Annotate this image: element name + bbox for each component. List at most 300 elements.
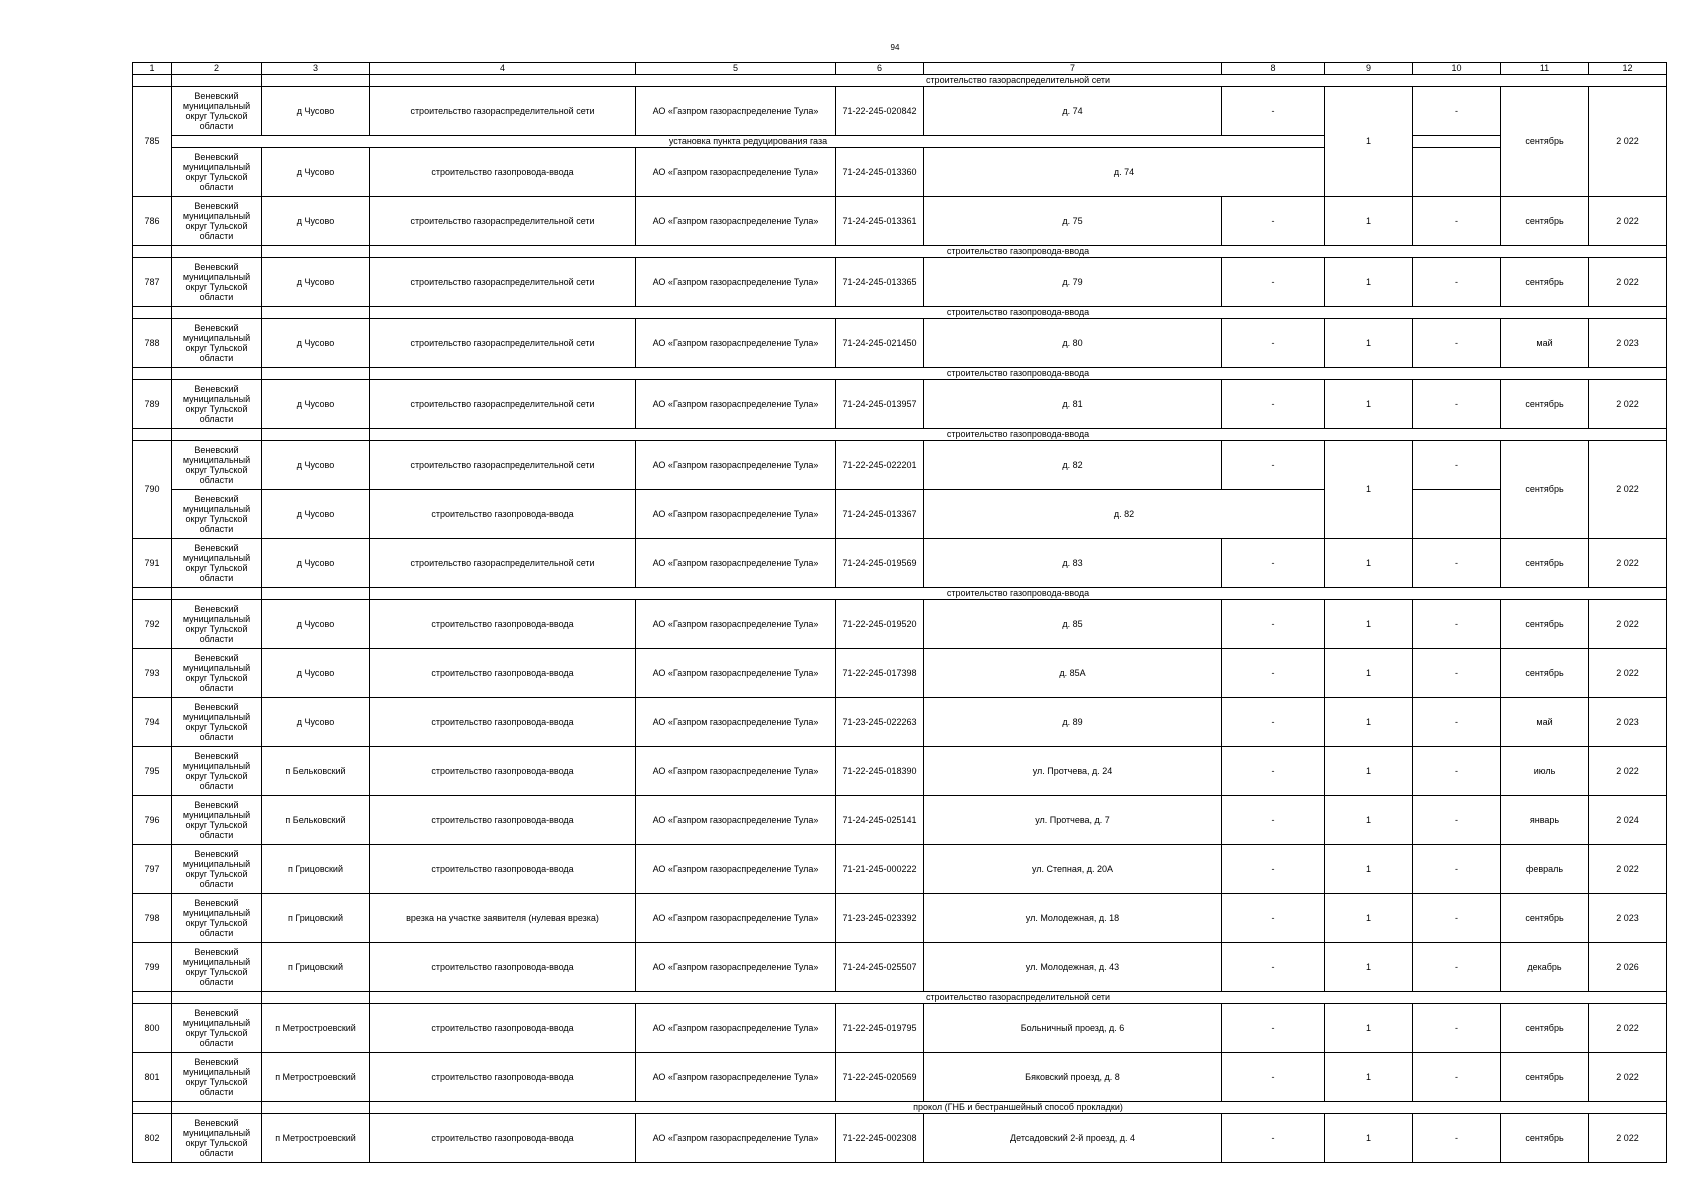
settlement-cell: д Чусово <box>262 258 370 307</box>
col10-cell: - <box>1413 539 1501 588</box>
section-row <box>133 368 1667 380</box>
code-cell: 71-24-245-013361 <box>836 197 924 246</box>
work-type-cell: строительство газораспределительной сети <box>370 197 636 246</box>
blank-cell <box>262 246 370 258</box>
month-cell: сентябрь <box>1501 1004 1589 1053</box>
month-cell: сентябрь <box>1501 258 1589 307</box>
col8-cell: - <box>1222 197 1325 246</box>
settlement-cell: д Чусово <box>262 649 370 698</box>
organization-cell: АО «Газпром газораспределение Тула» <box>636 845 836 894</box>
table-row <box>133 1004 1667 1053</box>
header-cell: 2 <box>172 63 262 75</box>
blank-cell <box>172 588 262 600</box>
work-type-cell: строительство газопровода-ввода <box>370 600 636 649</box>
table-row <box>133 796 1667 845</box>
blank-cell <box>262 992 370 1004</box>
address-cell: д. 82 <box>924 441 1222 490</box>
col10-cell: - <box>1413 87 1501 136</box>
row-number: 791 <box>133 539 172 588</box>
row-number: 789 <box>133 380 172 429</box>
section-title: строительство газораспределительной сети <box>370 992 1667 1004</box>
work-type-cell: строительство газораспределительной сети <box>370 539 636 588</box>
quantity-cell: 1 <box>1325 943 1413 992</box>
municipality-cell: Веневский муниципальный округ Тульской области <box>172 148 262 197</box>
quantity-cell: 1 <box>1325 87 1413 197</box>
section-row <box>133 992 1667 1004</box>
table-row <box>133 1053 1667 1102</box>
month-cell: сентябрь <box>1501 539 1589 588</box>
organization-cell: АО «Газпром газораспределение Тула» <box>636 600 836 649</box>
address-cell: ул. Протчева, д. 7 <box>924 796 1222 845</box>
work-type-cell: строительство газораспределительной сети <box>370 380 636 429</box>
quantity-cell: 1 <box>1325 600 1413 649</box>
col8-cell: - <box>1222 1004 1325 1053</box>
settlement-cell: д Чусово <box>262 539 370 588</box>
municipality-cell: Веневский муниципальный округ Тульской области <box>172 258 262 307</box>
organization-cell: АО «Газпром газораспределение Тула» <box>636 258 836 307</box>
header-cell: 9 <box>1325 63 1413 75</box>
table-row <box>133 943 1667 992</box>
header-cell: 7 <box>924 63 1222 75</box>
row-number: 792 <box>133 600 172 649</box>
month-cell: сентябрь <box>1501 197 1589 246</box>
code-cell: 71-24-245-021450 <box>836 319 924 368</box>
municipality-cell: Веневский муниципальный округ Тульской области <box>172 490 262 539</box>
year-cell: 2 022 <box>1589 600 1667 649</box>
header-cell: 3 <box>262 63 370 75</box>
col10-cell: - <box>1413 649 1501 698</box>
year-cell: 2 024 <box>1589 796 1667 845</box>
settlement-cell: п Метростроевский <box>262 1114 370 1163</box>
col10-cell: - <box>1413 1114 1501 1163</box>
col10-cell: - <box>1413 1004 1501 1053</box>
code-cell: 71-24-245-013957 <box>836 380 924 429</box>
col10-cell: - <box>1413 796 1501 845</box>
col10-cell: - <box>1413 197 1501 246</box>
municipality-cell: Веневский муниципальный округ Тульской области <box>172 539 262 588</box>
code-cell: 71-21-245-000222 <box>836 845 924 894</box>
col10-cell: - <box>1413 1053 1501 1102</box>
blank-cell <box>172 368 262 380</box>
work-type-cell: строительство газопровода-ввода <box>370 1004 636 1053</box>
settlement-cell: д Чусово <box>262 490 370 539</box>
address-cell: д. 79 <box>924 258 1222 307</box>
address-cell: д. 85 <box>924 600 1222 649</box>
municipality-cell: Веневский муниципальный округ Тульской области <box>172 600 262 649</box>
page-number: 94 <box>890 43 900 52</box>
month-cell: сентябрь <box>1501 1114 1589 1163</box>
month-cell: сентябрь <box>1501 649 1589 698</box>
header-row <box>133 63 1667 75</box>
work-type-cell: строительство газораспределительной сети <box>370 258 636 307</box>
table-row <box>133 87 1667 136</box>
organization-cell: АО «Газпром газораспределение Тула» <box>636 380 836 429</box>
settlement-cell: п Метростроевский <box>262 1053 370 1102</box>
month-cell: февраль <box>1501 845 1589 894</box>
quantity-cell: 1 <box>1325 698 1413 747</box>
settlement-cell: п Грицовский <box>262 894 370 943</box>
col10-cell: - <box>1413 441 1501 490</box>
settlement-cell: д Чусово <box>262 319 370 368</box>
table-row <box>133 845 1667 894</box>
code-cell: 71-24-245-019569 <box>836 539 924 588</box>
organization-cell: АО «Газпром газораспределение Тула» <box>636 441 836 490</box>
col8-cell: - <box>1222 894 1325 943</box>
settlement-cell: п Бельковский <box>262 796 370 845</box>
organization-cell: АО «Газпром газораспределение Тула» <box>636 796 836 845</box>
year-cell: 2 022 <box>1589 380 1667 429</box>
address-cell: д. 75 <box>924 197 1222 246</box>
quantity-cell: 1 <box>1325 197 1413 246</box>
code-cell: 71-23-245-023392 <box>836 894 924 943</box>
col10-cell: - <box>1413 894 1501 943</box>
quantity-cell: 1 <box>1325 1004 1413 1053</box>
address-cell: ул. Протчева, д. 24 <box>924 747 1222 796</box>
year-cell: 2 022 <box>1589 539 1667 588</box>
col8-cell: - <box>1222 319 1325 368</box>
municipality-cell: Веневский муниципальный округ Тульской области <box>172 441 262 490</box>
quantity-cell: 1 <box>1325 747 1413 796</box>
code-cell: 71-22-245-022201 <box>836 441 924 490</box>
organization-cell: АО «Газпром газораспределение Тула» <box>636 943 836 992</box>
blank-cell <box>262 368 370 380</box>
year-cell: 2 022 <box>1589 197 1667 246</box>
municipality-cell: Веневский муниципальный округ Тульской области <box>172 943 262 992</box>
table-row <box>133 258 1667 307</box>
col10-cell: - <box>1413 600 1501 649</box>
code-cell: 71-24-245-013365 <box>836 258 924 307</box>
table-row <box>133 894 1667 943</box>
blank-cell <box>262 307 370 319</box>
blank-cell <box>172 429 262 441</box>
table-row <box>133 441 1667 490</box>
address-cell: д. 83 <box>924 539 1222 588</box>
header-cell: 4 <box>370 63 636 75</box>
quantity-cell: 1 <box>1325 258 1413 307</box>
blank-cell <box>262 429 370 441</box>
header-cell: 12 <box>1589 63 1667 75</box>
col8-cell: - <box>1222 1053 1325 1102</box>
month-cell: июль <box>1501 747 1589 796</box>
section-title: строительство газораспределительной сети <box>370 75 1667 87</box>
year-cell: 2 022 <box>1589 87 1667 197</box>
blank-cell <box>133 307 172 319</box>
municipality-cell: Веневский муниципальный округ Тульской области <box>172 649 262 698</box>
header-cell: 8 <box>1222 63 1325 75</box>
address-cell: д. 80 <box>924 319 1222 368</box>
month-cell: сентябрь <box>1501 600 1589 649</box>
municipality-cell: Веневский муниципальный округ Тульской области <box>172 1004 262 1053</box>
blank-cell <box>262 1102 370 1114</box>
organization-cell: АО «Газпром газораспределение Тула» <box>636 747 836 796</box>
section-row <box>133 246 1667 258</box>
table-row <box>133 319 1667 368</box>
organization-cell: АО «Газпром газораспределение Тула» <box>636 1114 836 1163</box>
table-row <box>133 148 1667 197</box>
code-cell: 71-23-245-022263 <box>836 698 924 747</box>
row-number: 801 <box>133 1053 172 1102</box>
blank-cell <box>1413 148 1501 197</box>
year-cell: 2 022 <box>1589 258 1667 307</box>
settlement-cell: д Чусово <box>262 600 370 649</box>
code-cell: 71-24-245-025141 <box>836 796 924 845</box>
organization-cell: АО «Газпром газораспределение Тула» <box>636 1053 836 1102</box>
address-cell: д. 74 <box>924 148 1325 197</box>
col8-cell: - <box>1222 258 1325 307</box>
blank-cell <box>172 1102 262 1114</box>
col8-cell: - <box>1222 943 1325 992</box>
month-cell: декабрь <box>1501 943 1589 992</box>
work-type-cell: строительство газопровода-ввода <box>370 796 636 845</box>
work-type-cell: строительство газопровода-ввода <box>370 148 636 197</box>
blank-cell <box>172 246 262 258</box>
section-row <box>133 307 1667 319</box>
month-cell: сентябрь <box>1501 380 1589 429</box>
address-cell: д. 89 <box>924 698 1222 747</box>
col8-cell: - <box>1222 600 1325 649</box>
blank-cell <box>133 992 172 1004</box>
organization-cell: АО «Газпром газораспределение Тула» <box>636 148 836 197</box>
municipality-cell: Веневский муниципальный округ Тульской области <box>172 380 262 429</box>
col10-cell: - <box>1413 380 1501 429</box>
work-type-cell: строительство газопровода-ввода <box>370 845 636 894</box>
code-cell: 71-22-245-019795 <box>836 1004 924 1053</box>
settlement-cell: д Чусово <box>262 380 370 429</box>
code-cell: 71-24-245-013367 <box>836 490 924 539</box>
table-row <box>133 490 1667 539</box>
settlement-cell: п Грицовский <box>262 943 370 992</box>
code-cell: 71-22-245-020569 <box>836 1053 924 1102</box>
quantity-cell: 1 <box>1325 649 1413 698</box>
work-type-cell: строительство газораспределительной сети <box>370 441 636 490</box>
code-cell: 71-22-245-002308 <box>836 1114 924 1163</box>
municipality-cell: Веневский муниципальный округ Тульской области <box>172 1053 262 1102</box>
organization-cell: АО «Газпром газораспределение Тула» <box>636 539 836 588</box>
table-row <box>133 197 1667 246</box>
row-number: 790 <box>133 441 172 539</box>
table-row <box>133 539 1667 588</box>
row-number: 787 <box>133 258 172 307</box>
work-type-cell: строительство газопровода-ввода <box>370 943 636 992</box>
blank-cell <box>133 368 172 380</box>
col8-cell: - <box>1222 698 1325 747</box>
code-cell: 71-22-245-018390 <box>836 747 924 796</box>
organization-cell: АО «Газпром газораспределение Тула» <box>636 490 836 539</box>
row-number: 795 <box>133 747 172 796</box>
col8-cell: - <box>1222 539 1325 588</box>
section-title: строительство газопровода-ввода <box>370 246 1667 258</box>
municipality-cell: Веневский муниципальный округ Тульской области <box>172 698 262 747</box>
row-number: 800 <box>133 1004 172 1053</box>
row-number: 797 <box>133 845 172 894</box>
address-cell: д. 74 <box>924 87 1222 136</box>
year-cell: 2 022 <box>1589 1114 1667 1163</box>
work-type-cell: строительство газораспределительной сети <box>370 319 636 368</box>
header-cell: 11 <box>1501 63 1589 75</box>
blank-cell <box>1413 136 1501 148</box>
quantity-cell: 1 <box>1325 441 1413 539</box>
settlement-cell: п Метростроевский <box>262 1004 370 1053</box>
municipality-cell: Веневский муниципальный округ Тульской области <box>172 894 262 943</box>
settlement-cell: п Бельковский <box>262 747 370 796</box>
code-cell: 71-22-245-019520 <box>836 600 924 649</box>
quantity-cell: 1 <box>1325 894 1413 943</box>
quantity-cell: 1 <box>1325 1053 1413 1102</box>
col8-cell: - <box>1222 1114 1325 1163</box>
blank-cell <box>262 588 370 600</box>
work-type-cell: врезка на участке заявителя (нулевая врезка) <box>370 894 636 943</box>
blank-cell <box>172 992 262 1004</box>
header-cell: 1 <box>133 63 172 75</box>
table-row <box>133 649 1667 698</box>
address-cell: ул. Молодежная, д. 43 <box>924 943 1222 992</box>
quantity-cell: 1 <box>1325 845 1413 894</box>
col10-cell: - <box>1413 845 1501 894</box>
municipality-cell: Веневский муниципальный округ Тульской области <box>172 319 262 368</box>
settlement-cell: д Чусово <box>262 87 370 136</box>
municipality-cell: Веневский муниципальный округ Тульской области <box>172 1114 262 1163</box>
blank-cell <box>133 429 172 441</box>
blank-cell <box>133 246 172 258</box>
work-type-cell: строительство газопровода-ввода <box>370 490 636 539</box>
register-table <box>132 62 1667 1163</box>
col10-cell: - <box>1413 319 1501 368</box>
work-type-cell: строительство газопровода-ввода <box>370 1053 636 1102</box>
section-row <box>133 75 1667 87</box>
section-title: прокол (ГНБ и бестраншейный способ прокладки) <box>370 1102 1667 1114</box>
row-number: 796 <box>133 796 172 845</box>
table-row <box>133 747 1667 796</box>
subsection-title: установка пункта редуцирования газа <box>172 136 1325 148</box>
year-cell: 2 022 <box>1589 747 1667 796</box>
month-cell: январь <box>1501 796 1589 845</box>
settlement-cell: д Чусово <box>262 148 370 197</box>
address-cell: ул. Молодежная, д. 18 <box>924 894 1222 943</box>
col8-cell: - <box>1222 380 1325 429</box>
subsection-row <box>133 136 1667 148</box>
section-title: строительство газопровода-ввода <box>370 429 1667 441</box>
address-cell: д. 82 <box>924 490 1325 539</box>
settlement-cell: д Чусово <box>262 197 370 246</box>
year-cell: 2 022 <box>1589 845 1667 894</box>
row-number: 802 <box>133 1114 172 1163</box>
col8-cell: - <box>1222 649 1325 698</box>
work-type-cell: строительство газопровода-ввода <box>370 698 636 747</box>
year-cell: 2 023 <box>1589 698 1667 747</box>
blank-cell <box>1413 490 1501 539</box>
month-cell: май <box>1501 319 1589 368</box>
row-number: 786 <box>133 197 172 246</box>
month-cell: май <box>1501 698 1589 747</box>
work-type-cell: строительство газораспределительной сети <box>370 87 636 136</box>
blank-cell <box>172 75 262 87</box>
address-cell: д. 81 <box>924 380 1222 429</box>
organization-cell: АО «Газпром газораспределение Тула» <box>636 319 836 368</box>
organization-cell: АО «Газпром газораспределение Тула» <box>636 87 836 136</box>
organization-cell: АО «Газпром газораспределение Тула» <box>636 197 836 246</box>
municipality-cell: Веневский муниципальный округ Тульской области <box>172 87 262 136</box>
blank-cell <box>172 307 262 319</box>
municipality-cell: Веневский муниципальный округ Тульской области <box>172 747 262 796</box>
year-cell: 2 023 <box>1589 894 1667 943</box>
table-row <box>133 600 1667 649</box>
row-number: 794 <box>133 698 172 747</box>
year-cell: 2 023 <box>1589 319 1667 368</box>
col8-cell: - <box>1222 845 1325 894</box>
col8-cell: - <box>1222 796 1325 845</box>
year-cell: 2 022 <box>1589 441 1667 539</box>
address-cell: д. 85А <box>924 649 1222 698</box>
header-cell: 5 <box>636 63 836 75</box>
header-cell: 10 <box>1413 63 1501 75</box>
code-cell: 71-24-245-013360 <box>836 148 924 197</box>
organization-cell: АО «Газпром газораспределение Тула» <box>636 698 836 747</box>
table-row <box>133 1114 1667 1163</box>
month-cell: сентябрь <box>1501 894 1589 943</box>
header-cell: 6 <box>836 63 924 75</box>
work-type-cell: строительство газопровода-ввода <box>370 747 636 796</box>
address-cell: Больничный проезд, д. 6 <box>924 1004 1222 1053</box>
table-row <box>133 380 1667 429</box>
quantity-cell: 1 <box>1325 539 1413 588</box>
code-cell: 71-22-245-020842 <box>836 87 924 136</box>
municipality-cell: Веневский муниципальный округ Тульской области <box>172 796 262 845</box>
municipality-cell: Веневский муниципальный округ Тульской области <box>172 845 262 894</box>
quantity-cell: 1 <box>1325 796 1413 845</box>
section-row <box>133 1102 1667 1114</box>
row-number: 793 <box>133 649 172 698</box>
row-number: 799 <box>133 943 172 992</box>
blank-cell <box>133 75 172 87</box>
blank-cell <box>133 1102 172 1114</box>
organization-cell: АО «Газпром газораспределение Тула» <box>636 1004 836 1053</box>
col8-cell: - <box>1222 747 1325 796</box>
address-cell: ул. Степная, д. 20А <box>924 845 1222 894</box>
col10-cell: - <box>1413 698 1501 747</box>
section-title: строительство газопровода-ввода <box>370 307 1667 319</box>
code-cell: 71-24-245-025507 <box>836 943 924 992</box>
col10-cell: - <box>1413 943 1501 992</box>
year-cell: 2 022 <box>1589 649 1667 698</box>
month-cell: сентябрь <box>1501 87 1589 197</box>
month-cell: сентябрь <box>1501 1053 1589 1102</box>
settlement-cell: д Чусово <box>262 698 370 747</box>
section-title: строительство газопровода-ввода <box>370 588 1667 600</box>
work-type-cell: строительство газопровода-ввода <box>370 1114 636 1163</box>
year-cell: 2 026 <box>1589 943 1667 992</box>
row-number: 798 <box>133 894 172 943</box>
code-cell: 71-22-245-017398 <box>836 649 924 698</box>
blank-cell <box>133 588 172 600</box>
col8-cell: - <box>1222 87 1325 136</box>
year-cell: 2 022 <box>1589 1004 1667 1053</box>
address-cell: Бяковский проезд, д. 8 <box>924 1053 1222 1102</box>
settlement-cell: п Грицовский <box>262 845 370 894</box>
section-row <box>133 429 1667 441</box>
year-cell: 2 022 <box>1589 1053 1667 1102</box>
col10-cell: - <box>1413 258 1501 307</box>
section-row <box>133 588 1667 600</box>
work-type-cell: строительство газопровода-ввода <box>370 649 636 698</box>
table-row <box>133 698 1667 747</box>
address-cell: Детсадовский 2-й проезд, д. 4 <box>924 1114 1222 1163</box>
quantity-cell: 1 <box>1325 380 1413 429</box>
quantity-cell: 1 <box>1325 1114 1413 1163</box>
section-title: строительство газопровода-ввода <box>370 368 1667 380</box>
row-number: 785 <box>133 87 172 197</box>
blank-cell <box>262 75 370 87</box>
col10-cell: - <box>1413 747 1501 796</box>
